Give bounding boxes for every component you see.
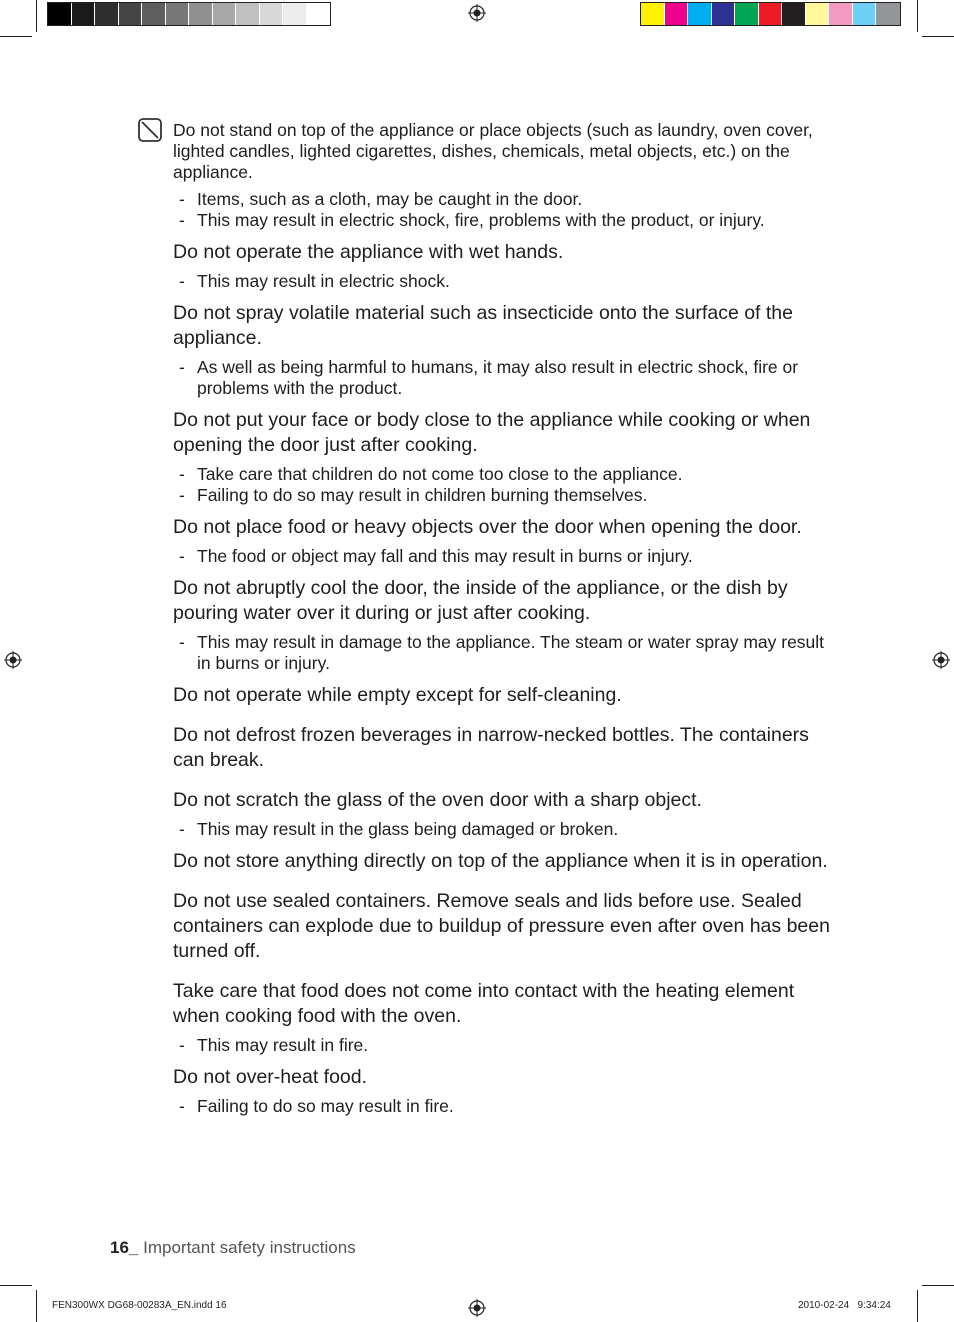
process-swatch [876, 3, 900, 25]
process-swatch [688, 3, 712, 25]
safety-item [173, 788, 833, 840]
safety-sub-item: - This may result in electric shock. [173, 271, 833, 292]
safety-sub-item: - This may result in fire. [173, 1035, 833, 1056]
safety-instruction: Do not operate the appliance with wet hands. [173, 241, 564, 263]
safety-sub-list [173, 1035, 833, 1056]
grayscale-swatch [307, 3, 331, 25]
safety-sub-item: - Failing to do so may result in fire. [173, 1096, 833, 1117]
safety-sub-list [173, 189, 833, 231]
page-footer [110, 1238, 356, 1258]
registration-mark-icon [932, 651, 950, 669]
safety-sub-list [173, 546, 833, 567]
crop-mark-tl-h [0, 36, 32, 37]
safety-instruction: Do not over-heat food. [173, 1066, 368, 1088]
crop-mark-br-v [917, 1290, 918, 1322]
safety-sub-list [173, 271, 833, 292]
process-swatch [853, 3, 877, 25]
grayscale-swatch [236, 3, 260, 25]
crop-mark-bl-v [36, 1290, 37, 1322]
prohibition-icon [138, 118, 162, 142]
safety-item [173, 683, 833, 714]
process-swatch [735, 3, 759, 25]
safety-instruction: Do not spray volatile material such as insecticide onto the surface of the appliance. [173, 302, 793, 349]
process-swatch [782, 3, 806, 25]
safety-instruction: Do not defrost frozen beverages in narrow-necked bottles. The containers can break. [173, 724, 809, 771]
grayscale-swatch [213, 3, 237, 25]
slug-timestamp: 2010-02-24 9:34:24 [798, 1300, 891, 1311]
safety-instruction: Do not place food or heavy objects over the door when opening the door. [173, 516, 802, 538]
safety-sub-item: - Take care that children do not come too close to the appliance. [173, 464, 833, 485]
grayscale-swatch [72, 3, 96, 25]
safety-item [173, 849, 833, 880]
safety-sub-item: - This may result in damage to the appliance. The steam or water spray may result in burns or injury. [173, 632, 833, 674]
safety-instruction: Take care that food does not come into contact with the heating element when cooking food with the oven. [173, 980, 795, 1027]
safety-item [173, 576, 833, 674]
process-swatch [641, 3, 665, 25]
process-swatch [829, 3, 853, 25]
grayscale-swatch [119, 3, 143, 25]
safety-instruction: Do not operate while empty except for self-cleaning. [173, 684, 622, 706]
safety-item [173, 723, 833, 779]
section-title: Important safety instructions [143, 1238, 356, 1257]
safety-sub-item: - As well as being harmful to humans, it may also result in electric shock, fire or problems with the product. [173, 357, 833, 399]
process-color-bar [640, 2, 901, 26]
safety-sub-list [173, 632, 833, 674]
registration-mark-icon [468, 1299, 486, 1317]
process-swatch [712, 3, 736, 25]
safety-item [173, 1065, 833, 1117]
safety-instruction: Do not abruptly cool the door, the inside of the appliance, or the dish by pouring water over it during or just after cooking. [173, 577, 788, 624]
safety-item [173, 301, 833, 399]
safety-sub-list [173, 464, 833, 506]
grayscale-swatch [189, 3, 213, 25]
safety-instructions-list [173, 120, 833, 1126]
safety-sub-item: - This may result in the glass being damaged or broken. [173, 819, 833, 840]
safety-sub-list [173, 819, 833, 840]
safety-sub-item: - The food or object may fall and this may result in burns or injury. [173, 546, 833, 567]
grayscale-swatch [260, 3, 284, 25]
safety-instruction: Do not scratch the glass of the oven door with a sharp object. [173, 789, 702, 811]
crop-mark-tr-v [917, 0, 918, 32]
slug-filename: FEN300WX DG68-00283A_EN.indd 16 [52, 1300, 227, 1311]
safety-instruction: Do not use sealed containers. Remove seals and lids before use. Sealed containers can explode due to buildup of pressure even after oven has been turned off. [173, 890, 830, 962]
grayscale-swatch [142, 3, 166, 25]
safety-sub-item: - Failing to do so may result in children burning themselves. [173, 485, 833, 506]
safety-instruction: Do not stand on top of the appliance or place objects (such as laundry, oven cover, lighted candles, lighted cigarettes, dishes, chemicals, metal objects, etc.) on the appliance. [173, 120, 813, 182]
safety-item [173, 408, 833, 506]
safety-item [173, 515, 833, 567]
safety-instruction: Do not store anything directly on top of the appliance when it is in operation. [173, 850, 828, 872]
process-swatch [759, 3, 783, 25]
crop-mark-bl-h [0, 1285, 32, 1286]
grayscale-swatch [48, 3, 72, 25]
registration-mark-icon [468, 4, 486, 22]
process-swatch [806, 3, 830, 25]
safety-item [173, 979, 833, 1056]
safety-instruction: Do not put your face or body close to the appliance while cooking or when opening the door just after cooking. [173, 409, 811, 456]
crop-mark-tl-v [36, 0, 37, 32]
safety-sub-item: - This may result in electric shock, fire, problems with the product, or injury. [173, 210, 833, 231]
grayscale-color-bar [47, 2, 331, 26]
safety-sub-list [173, 1096, 833, 1117]
crop-mark-br-h [922, 1285, 954, 1286]
grayscale-swatch [166, 3, 190, 25]
registration-mark-icon [4, 651, 22, 669]
page-number: 16_ [110, 1238, 139, 1257]
crop-mark-tr-h [922, 36, 954, 37]
safety-item [173, 240, 833, 292]
safety-sub-item: - Items, such as a cloth, may be caught in the door. [173, 189, 833, 210]
safety-item [173, 889, 833, 970]
process-swatch [665, 3, 689, 25]
safety-item [173, 120, 833, 231]
safety-sub-list [173, 357, 833, 399]
grayscale-swatch [95, 3, 119, 25]
grayscale-swatch [283, 3, 307, 25]
